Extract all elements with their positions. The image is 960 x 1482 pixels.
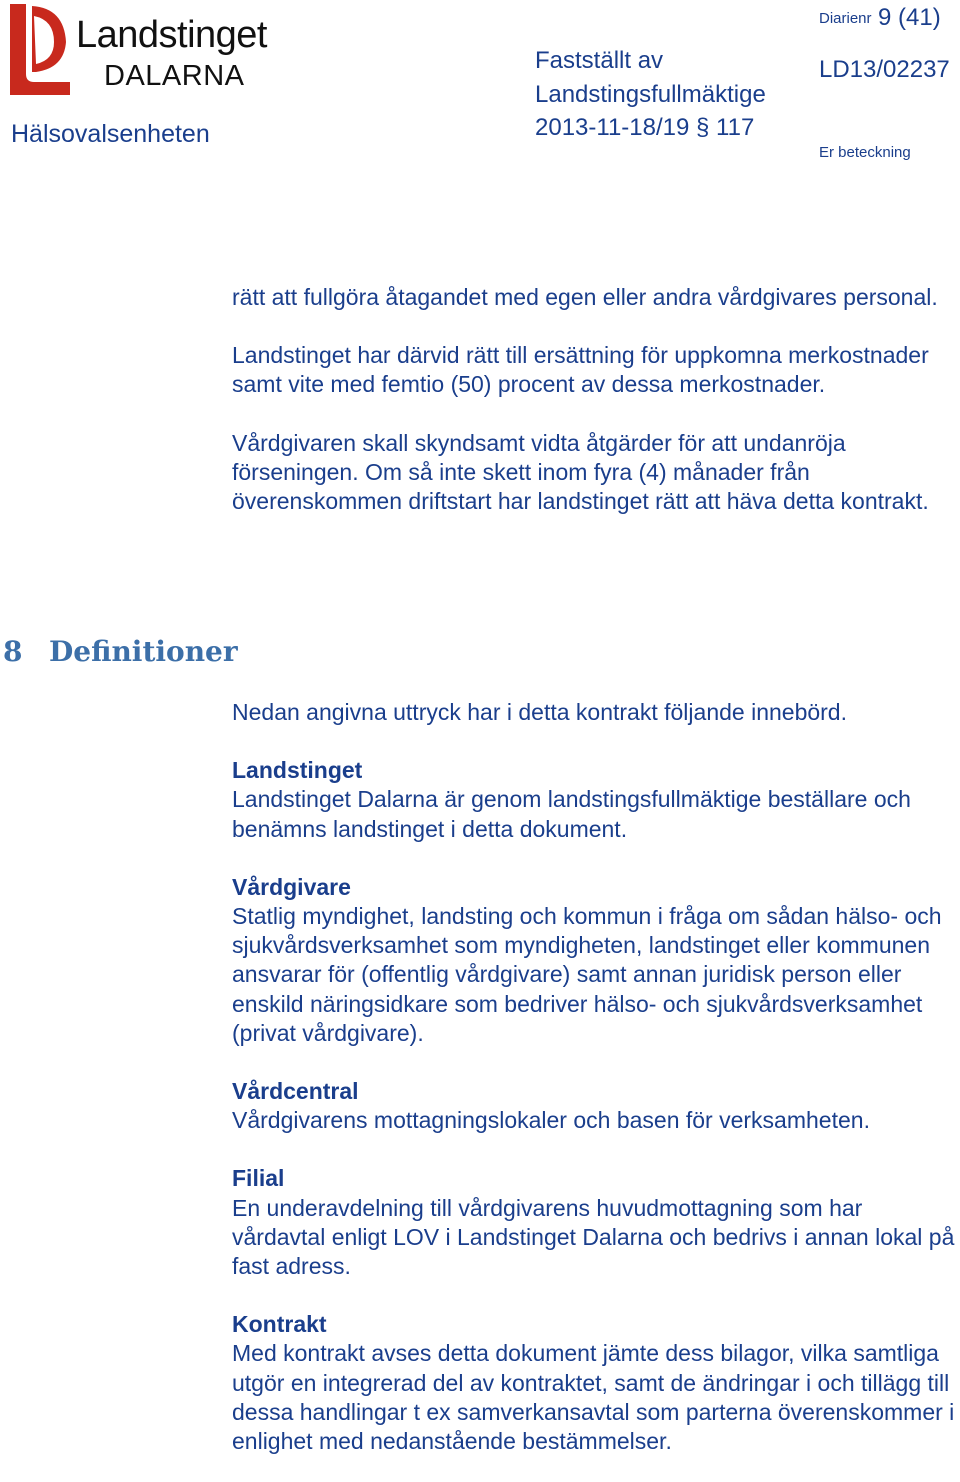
section-title: Definitioner xyxy=(49,635,238,668)
body-paragraphs xyxy=(232,283,960,516)
landstinget-logo-mark-icon xyxy=(4,2,74,97)
definition-term: Filial xyxy=(232,1165,285,1192)
definition-item xyxy=(232,1310,960,1456)
definition-item xyxy=(232,1077,960,1135)
definition-term: Kontrakt xyxy=(232,1311,327,1338)
diarienr-value: LD13/02237 xyxy=(819,56,950,83)
definition-text: Landstinget Dalarna är genom landstingsfullmäktige beställare och benämns landstinget i detta dokument. xyxy=(232,786,911,842)
adopted-by-line: Fastställt av xyxy=(535,47,664,74)
paragraph: rätt att fullgöra åtagandet med egen eller andra vårdgivares personal. xyxy=(232,284,938,310)
section-number: 8 xyxy=(3,635,23,668)
definition-text: Med kontrakt avses detta dokument jämte dess bilagor, vilka samtliga utgör en integrerad del av kontraktet, samt de ändringar i och tillägg till dessa handlingar t ex samverkansavtal som parterna överenskommer i enlighet med nedanstående bestämmelser. xyxy=(232,1340,955,1455)
logo-subtitle: DALARNA xyxy=(104,60,245,92)
diarienr-label: Diarienr xyxy=(819,10,872,27)
adopted-by-line: Landstingsfullmäktige xyxy=(535,80,766,108)
definition-term: Vårdcentral xyxy=(232,1078,359,1105)
definitions-list xyxy=(232,698,960,1456)
definition-text: Vårdgivarens mottagningslokaler och basen för verksamheten. xyxy=(232,1107,870,1134)
adopted-by-block xyxy=(535,44,766,145)
definition-term: Vårdgivare xyxy=(232,873,351,900)
definitions-intro: Nedan angivna uttryck har i detta kontrakt följande innebörd. xyxy=(232,699,847,725)
page-number: 9 (41) xyxy=(878,4,941,31)
department-name: Hälsovalsenheten xyxy=(11,120,210,148)
landstinget-logo xyxy=(4,2,267,97)
definition-item xyxy=(232,756,960,844)
definition-text: Statlig myndighet, landsting och kommun i fråga om sådan hälso- och sjukvårdsverksamhet som myndigheten, landstinget eller kommunen ansvarar för (offentlig vårdgivare) samt annan juridisk person eller enskild näringsidkare som bedriver hälso- och sjukvårdsverksamhet (privat vårdgivare). xyxy=(232,903,942,1046)
er-beteckning-label: Er beteckning xyxy=(819,144,911,161)
paragraph: Landstinget har därvid rätt till ersättning för uppkomna merkostnader samt vite med femtio (50) procent av dessa merkostnader. xyxy=(232,342,929,398)
section-heading xyxy=(3,635,238,668)
definition-item xyxy=(232,873,960,1048)
definition-term: Landstinget xyxy=(232,757,363,784)
definition-text: En underavdelning till vårdgivarens huvudmottagning som har vårdavtal enligt LOV i Landstinget Dalarna och bedrivs i annan lokal på fast adress. xyxy=(232,1194,955,1280)
paragraph: Vårdgivaren skall skyndsamt vidta åtgärder för att undanröja förseningen. Om så inte skett inom fyra (4) månader från överenskommen driftstart har landstinget rätt att häva detta kontrakt. xyxy=(232,429,929,515)
logo-title: Landstinget xyxy=(76,14,267,56)
definition-item xyxy=(232,1164,960,1281)
adopted-by-line: 2013-11-18/19 § 117 xyxy=(535,114,755,141)
